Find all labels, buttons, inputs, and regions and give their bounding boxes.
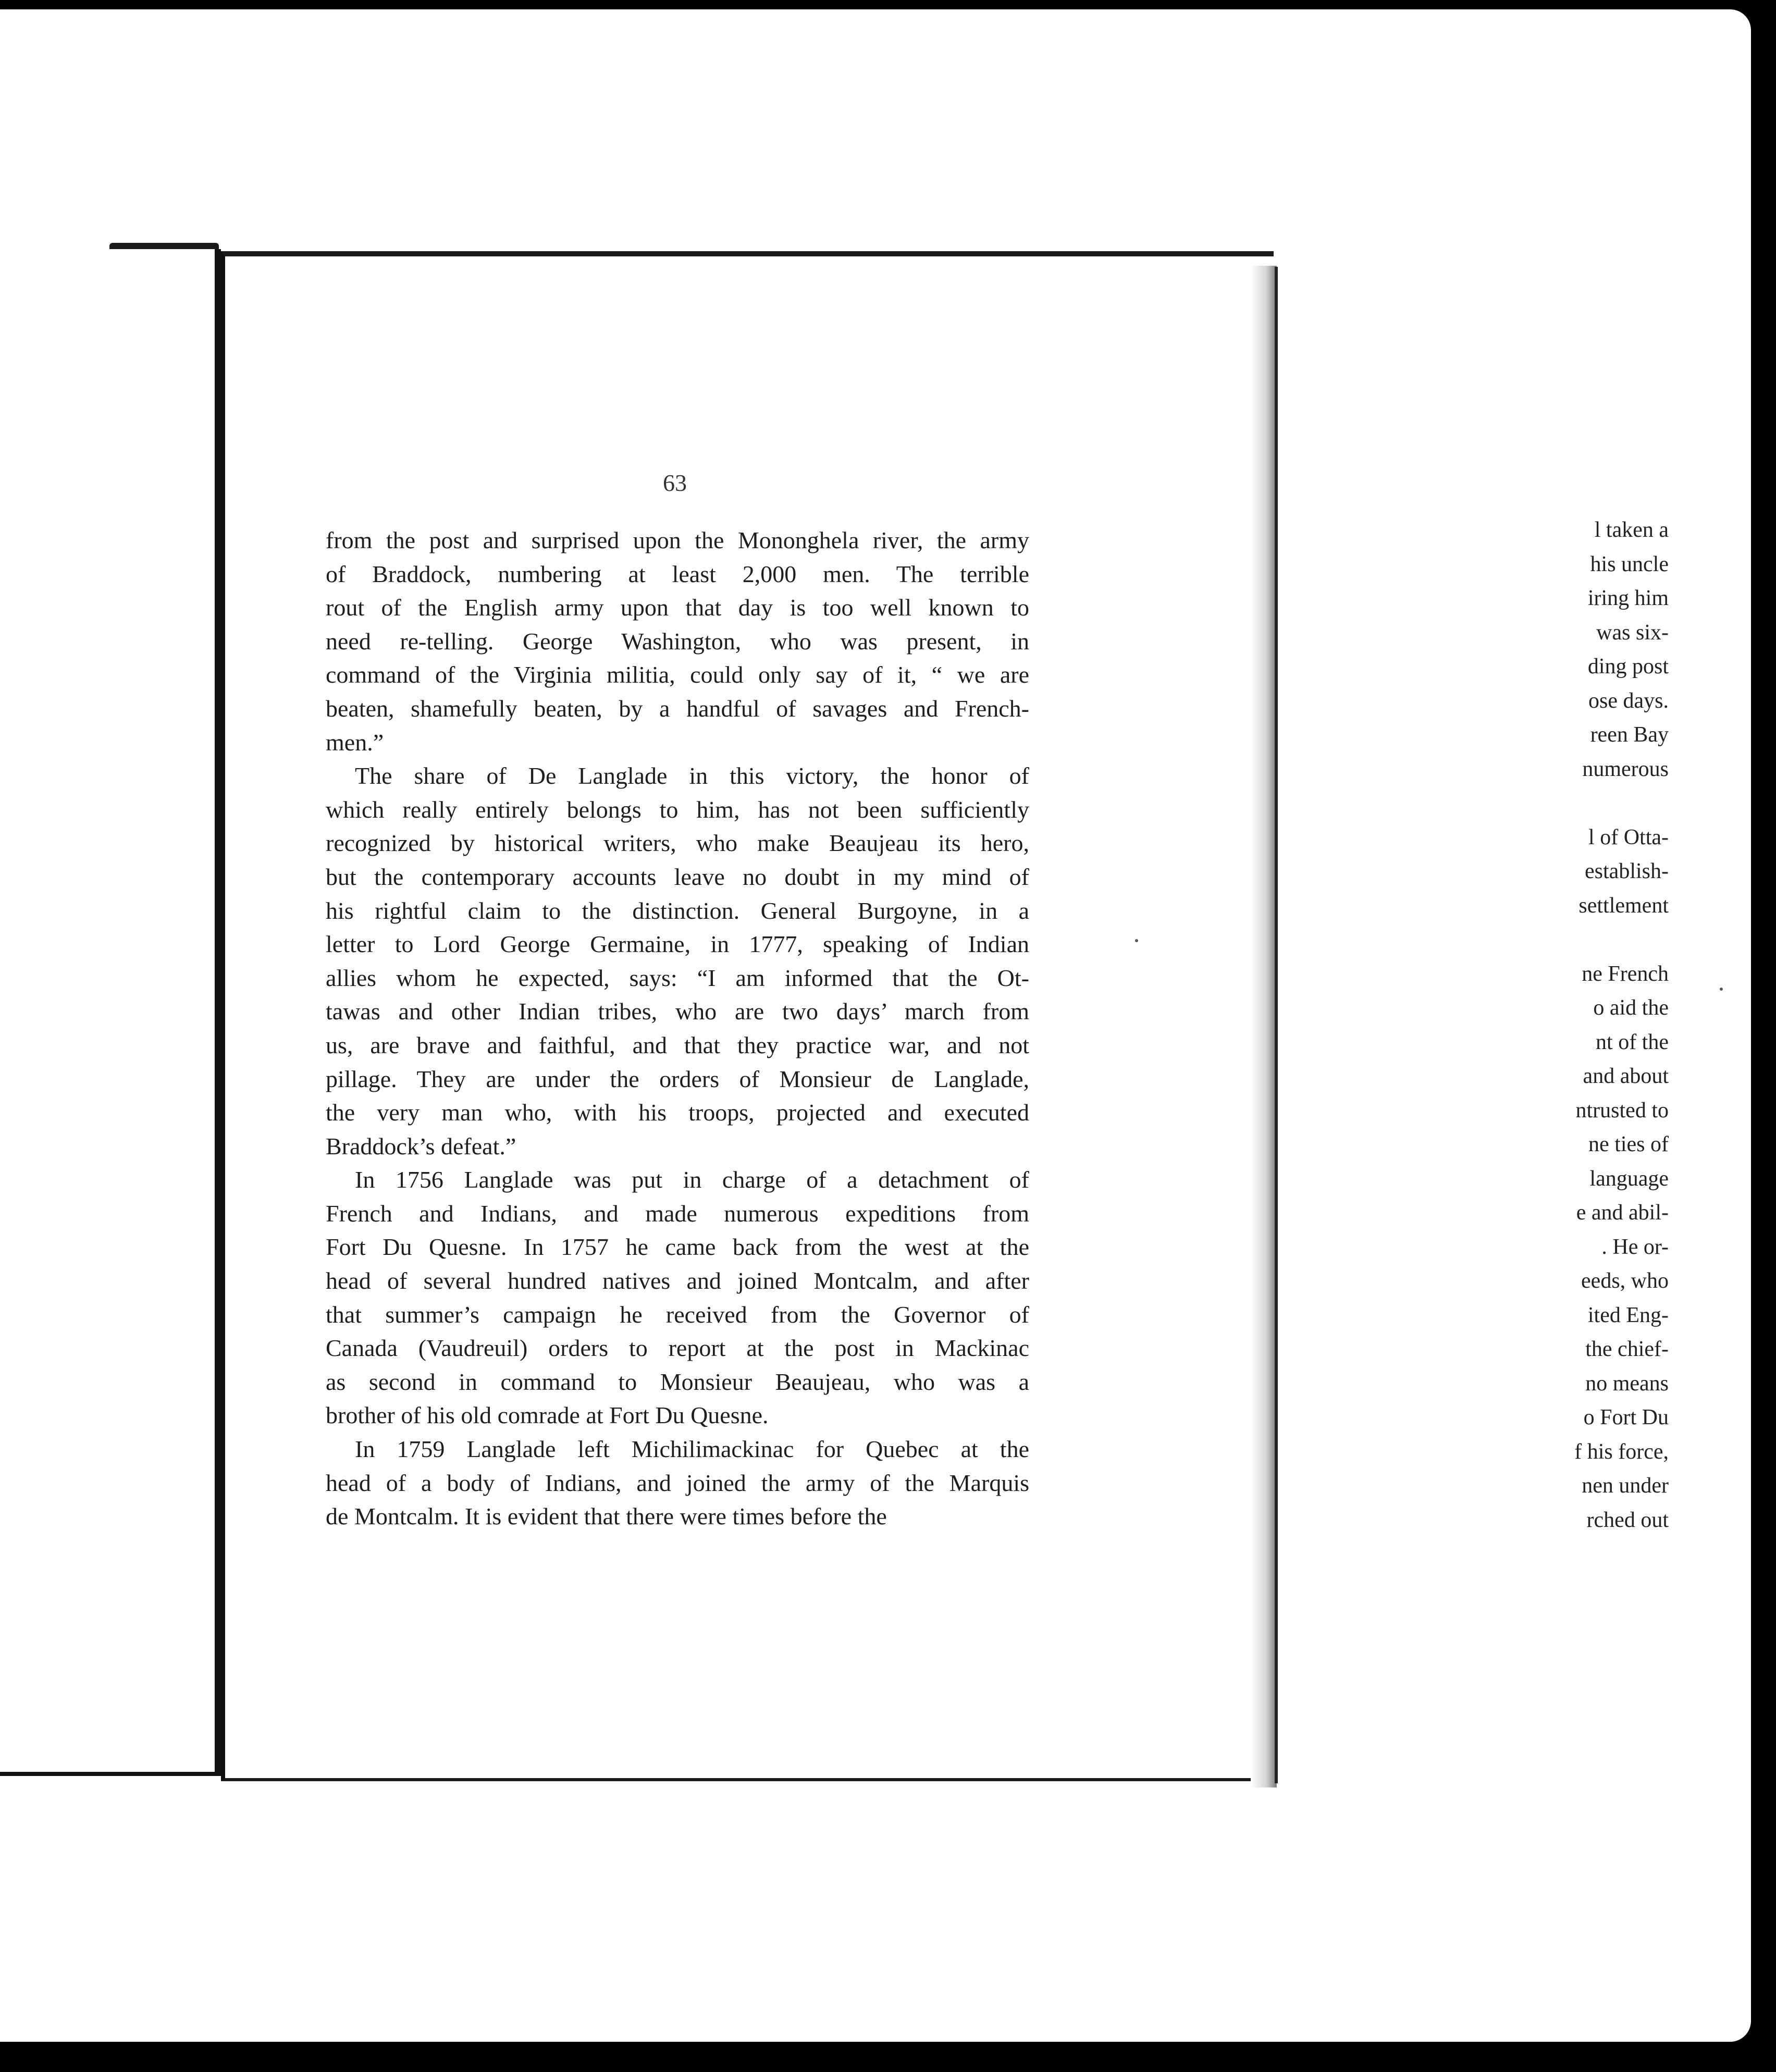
paragraph xyxy=(326,1163,1029,1433)
scan-speck xyxy=(1720,988,1723,991)
text-line: need re-telling. George Washington, who was present, in xyxy=(326,627,1029,655)
text-line: as second in command to Monsieur Beaujeau, who was a xyxy=(326,1368,1029,1395)
left-page-line: ited Eng- xyxy=(1587,1303,1669,1327)
text-line: head of several hundred natives and joined Montcalm, and after xyxy=(326,1267,1029,1294)
text-line: Braddock’s defeat.” xyxy=(326,1132,516,1160)
left-page-line: nen under xyxy=(1582,1474,1669,1498)
left-page-line: establish- xyxy=(1585,859,1669,883)
text-line: head of a body of Indians, and joined the army of the Marquis xyxy=(326,1469,1029,1496)
text-line: that summer’s campaign he received from the Governor of xyxy=(326,1301,1029,1328)
left-page-text xyxy=(1558,513,1776,1537)
text-line: French and Indians, and made numerous expeditions from xyxy=(326,1200,1029,1227)
paragraph xyxy=(326,524,1029,759)
text-line: men.” xyxy=(326,729,384,756)
left-page-line: the chief- xyxy=(1585,1337,1669,1361)
text-line: beaten, shamefully beaten, by a handful of savages and French- xyxy=(326,695,1029,722)
left-facing-page xyxy=(0,249,218,1776)
book-gutter xyxy=(215,249,221,1776)
text-line: tawas and other Indian tribes, who are two days’ march from xyxy=(326,998,1029,1025)
text-line: but the contemporary accounts leave no doubt in my mind of xyxy=(326,863,1029,890)
left-page-line: ding post xyxy=(1587,655,1669,679)
text-line: pillage. They are under the orders of Monsieur de Langlade, xyxy=(326,1065,1029,1092)
left-page-line: iring him xyxy=(1587,586,1669,610)
text-line: the very man who, with his troops, projected and executed xyxy=(326,1099,1029,1126)
left-page-top-edge xyxy=(109,243,219,249)
text-line: de Montcalm. It is evident that there were times before the xyxy=(326,1503,887,1530)
left-page-line: and about xyxy=(1583,1064,1669,1088)
body-text xyxy=(326,524,1029,1534)
paragraph xyxy=(326,1433,1029,1534)
left-page-line: o Fort Du xyxy=(1583,1405,1669,1429)
text-line: from the post and surprised upon the Mononghela river, the army xyxy=(326,527,1029,553)
text-line: recognized by historical writers, who make Beaujeau its hero, xyxy=(326,830,1029,857)
left-page-line: e and abil- xyxy=(1576,1201,1669,1225)
left-page-line: numerous xyxy=(1582,757,1669,781)
text-line: The share of De Langlade in this victory, the honor of xyxy=(355,762,1029,790)
left-page-line: f his force, xyxy=(1574,1439,1669,1464)
text-line: us, are brave and faithful, and that they practice war, and not xyxy=(326,1031,1029,1058)
left-page-line: o aid the xyxy=(1593,996,1669,1020)
left-page-line: no means xyxy=(1585,1371,1669,1396)
text-line: Fort Du Quesne. In 1757 he came back from the west at the xyxy=(326,1234,1029,1261)
left-page-line: reen Bay xyxy=(1590,723,1669,747)
text-line: letter to Lord George Germaine, in 1777, speaking of Indian xyxy=(326,931,1029,958)
text-line: rout of the English army upon that day is too well known to xyxy=(326,594,1029,621)
left-page-line: settlement xyxy=(1578,893,1669,918)
left-page-line: language xyxy=(1589,1166,1669,1191)
left-page-line: . He or- xyxy=(1601,1235,1669,1259)
left-page-bottom-edge xyxy=(0,1772,224,1776)
text-line: In 1759 Langlade left Michilimackinac for Quebec at the xyxy=(355,1436,1029,1463)
left-page-line: ne French xyxy=(1582,961,1669,986)
left-page-line: l taken a xyxy=(1594,518,1669,542)
left-page-line: ntrusted to xyxy=(1575,1098,1669,1123)
text-line: Canada (Vaudreuil) orders to report at the post in Mackinac xyxy=(326,1335,1029,1362)
left-page-line: l of Otta- xyxy=(1588,825,1669,849)
left-page-line: eeds, who xyxy=(1581,1269,1669,1293)
left-page-line: was six- xyxy=(1596,620,1669,645)
left-page-line: his uncle xyxy=(1590,552,1669,576)
page-number: 63 xyxy=(663,470,687,496)
text-line: of Braddock, numbering at least 2,000 men. The terrible xyxy=(326,560,1029,587)
page-edge-shadow xyxy=(1251,266,1277,1787)
left-page-line: rched out xyxy=(1586,1508,1669,1532)
scan-speck xyxy=(1135,939,1138,942)
text-line: In 1756 Langlade was put in charge of a detachment of xyxy=(355,1166,1029,1193)
page-edge xyxy=(1275,267,1278,1783)
text-line: allies whom he expected, says: “I am informed that the Ot- xyxy=(326,964,1029,991)
left-page-line: nt of the xyxy=(1596,1030,1669,1054)
left-page-line: ose days. xyxy=(1588,688,1669,713)
text-line: his rightful claim to the distinction. General Burgoyne, in a xyxy=(326,897,1029,924)
left-page-line xyxy=(1558,923,1669,957)
text-line: brother of his old comrade at Fort Du Quesne. xyxy=(326,1402,769,1429)
left-page-line xyxy=(1558,786,1669,821)
left-page-line: ne ties of xyxy=(1588,1132,1669,1156)
text-line: which really entirely belongs to him, has not been sufficiently xyxy=(326,796,1029,823)
paragraph xyxy=(326,759,1029,1163)
text-line: command of the Virginia militia, could only say of it, “ we are xyxy=(326,661,1029,688)
